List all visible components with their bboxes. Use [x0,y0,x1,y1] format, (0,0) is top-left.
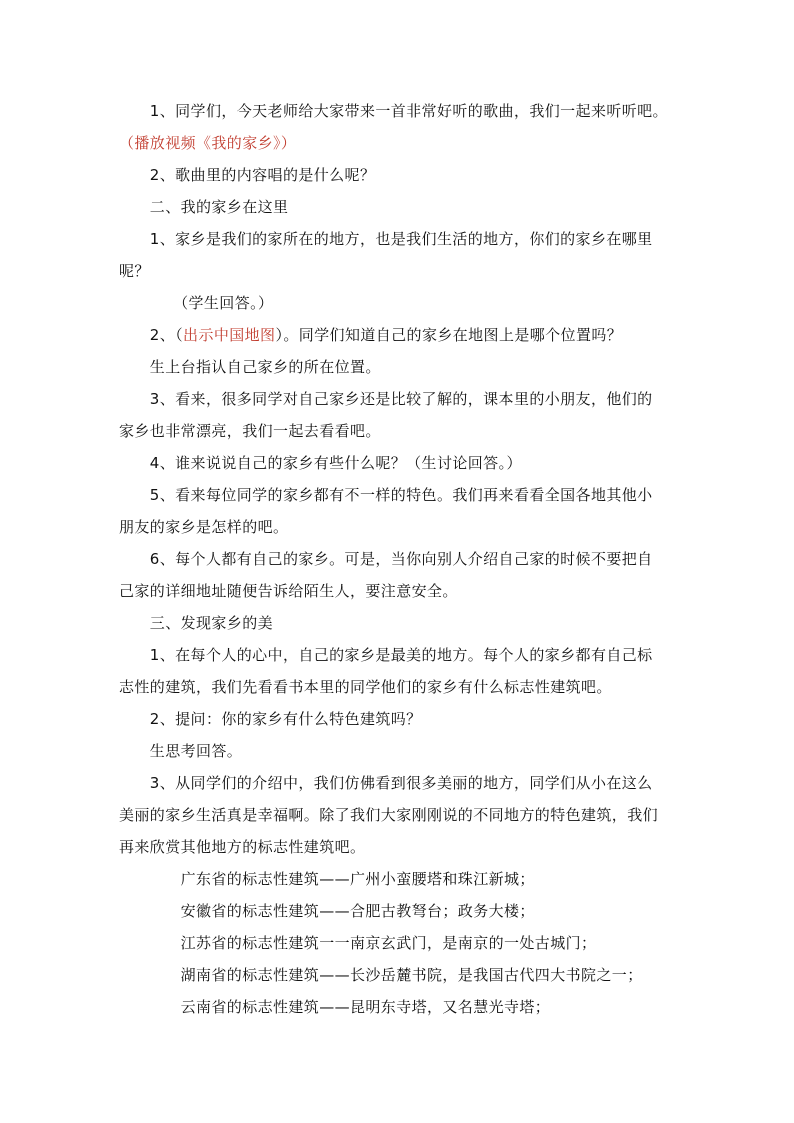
paragraph-line: 3、看来，很多同学对自己家乡还是比较了解的，课本里的小朋友，他们的 [119,390,653,408]
video-note: （播放视频《我的家乡》） [119,134,297,152]
paragraph-line: 呢？ [119,262,150,280]
map-note: 出示中国地图 [183,326,276,344]
landmark-item: 云南省的标志性建筑——昆明东寺塔，又名慧光寺塔； [119,998,551,1016]
paragraph-line: 己家的详细地址随便告诉给陌生人，要注意安全。 [119,582,458,600]
paragraph-line: 6、每个人都有自己的家乡。可是，当你向别人介绍自己家的时候不要把自 [119,550,653,568]
landmark-item: 广东省的标志性建筑——广州小蛮腰塔和珠江新城； [119,870,535,888]
paragraph-line: 朋友的家乡是怎样的吧。 [119,518,289,536]
paragraph-line [119,325,622,345]
line-suffix: ）。同学们知道自己的家乡在地图上是哪个位置吗？ [275,326,623,344]
paragraph-line: 家乡也非常漂亮，我们一起去看看吧。 [119,422,381,440]
landmark-item: 湖南省的标志性建筑——长沙岳麓书院，是我国古代四大书院之一； [119,966,643,984]
paragraph-line: 2、提问：你的家乡有什么特色建筑吗？ [119,710,422,728]
paragraph-line: 生上台指认自己家乡的所在位置。 [119,358,381,376]
paragraph-line: 1、在每个人的心中，自己的家乡是最美的地方。每个人的家乡都有自己标 [119,646,653,664]
landmark-item: 江苏省的标志性建筑一一南京玄武门，是南京的一处古城门； [119,934,597,952]
section-heading: 二、我的家乡在这里 [119,198,289,216]
paragraph-line: 志性的建筑，我们先看看书本里的同学他们的家乡有什么标志性建筑吧。 [119,678,612,696]
paragraph-line: 生思考回答。 [119,742,243,760]
paragraph-line: 3、从同学们的介绍中，我们仿佛看到很多美丽的地方，同学们从小在这么 [119,774,653,792]
landmark-item: 安徽省的标志性建筑——合肥古教弩台；政务大楼； [119,902,535,920]
paragraph-line: 1、家乡是我们的家所在的地方，也是我们生活的地方，你们的家乡在哪里 [119,230,653,248]
section-heading: 三、发现家乡的美 [119,614,274,632]
paragraph-line: 1、同学们，今天老师给大家带来一首非常好听的歌曲，我们一起来听听吧。 [119,102,668,120]
paragraph-line: 5、看来每位同学的家乡都有不一样的特色。我们再来看看全国各地其他小 [119,486,653,504]
paragraph-line: （学生回答。） [119,294,274,312]
paragraph-line: 2、歌曲里的内容唱的是什么呢？ [119,166,376,184]
paragraph-line: 美丽的家乡生活真是幸福啊。除了我们大家刚刚说的不同地方的特色建筑，我们 [119,806,659,824]
paragraph-line: 4、谁来说说自己的家乡有些什么呢？（生讨论回答。） [119,454,522,472]
line-prefix: 2、（ [119,326,184,344]
paragraph-line: 再来欣赏其他地方的标志性建筑吧。 [119,838,366,856]
